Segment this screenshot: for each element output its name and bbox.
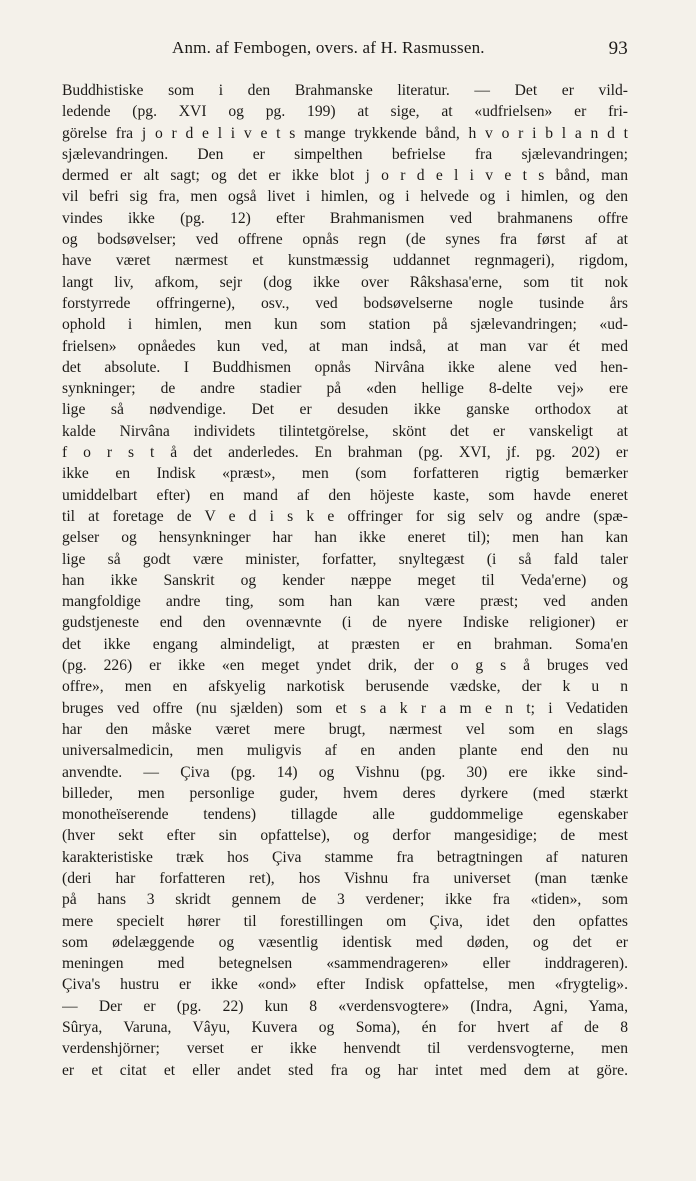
text-line: han ikke Sanskrit og kender næppe meget til Veda'erne) og: [62, 571, 628, 589]
text-line: f o r s t å det anderledes. En brahman (pg. XVI, jf. pg. 202) er: [62, 444, 628, 462]
text-line: monotheïserende tendens) tillagde alle guddommelige egenskaber: [62, 806, 628, 824]
text-line: umiddelbart efter) en mand af den höjeste kaste, som havde eneret: [62, 486, 628, 504]
body-text: [62, 80, 628, 1081]
text-line: forstyrrede offringerne), osv., ved bodsøvelserne nogle tusinde års: [62, 294, 628, 312]
text-line: som ødelæggende og væsentlig identisk med døden, og det er: [62, 933, 628, 951]
text-line: Sûrya, Varuna, Vâyu, Kuvera og Soma), én for hvert af de 8: [62, 1019, 628, 1037]
running-title: Anm. af Fembogen, overs. af H. Rasmussen.: [172, 38, 485, 57]
text-line: offre», men en afskyelig narkotisk berusende vædske, der k u n: [62, 678, 628, 696]
text-line: karakteristiske træk hos Çiva stamme fra betragtningen af naturen: [62, 848, 628, 866]
running-head: [62, 38, 628, 66]
text-line: ophold i himlen, men kun som station på sjælevandringen; «ud-: [62, 316, 628, 334]
text-line: langt liv, afkom, sejr (dog ikke over Râkshasa'erne, som tit nok: [62, 273, 628, 291]
text-line: billeder, men personlige guder, hvem deres dyrkere (med stærkt: [62, 784, 628, 802]
text-line: anvendte. — Çiva (pg. 14) og Vishnu (pg. 30) ere ikke sind-: [62, 763, 628, 781]
text-line: er et citat et eller andet sted fra og har intet med dem at göre.: [62, 1061, 628, 1079]
text-line: (pg. 226) er ikke «en meget yndet drik, der o g s å bruges ved: [62, 657, 628, 675]
text-line: — Der er (pg. 22) kun 8 «verdensvogtere» (Indra, Agni, Yama,: [62, 997, 628, 1015]
text-line: have været nærmest et kunstmæssig uddannet regnmageri), rigdom,: [62, 252, 628, 270]
text-line: sjælevandringen. Den er simpelthen befrielse fra sjælevandringen;: [62, 145, 628, 163]
book-page: [62, 38, 628, 1081]
text-line: dermed er alt sagt; og det er ikke blot j o r d e l i v e t s bånd, man: [62, 167, 628, 185]
text-line: Buddhistiske som i den Brahmanske literatur. — Det er vild-: [62, 82, 628, 99]
text-line: mangfoldige andre ting, som han kan være præst; ved anden: [62, 593, 628, 611]
text-line: gelser og hensynkninger har han ikke eneret til); men han kan: [62, 529, 628, 547]
text-line: görelse fra j o r d e l i v e t s mange trykkende bånd, h v o r i b l a n d t: [62, 124, 628, 142]
text-line: har den måske været mere brugt, nærmest vel som en slags: [62, 720, 628, 738]
text-line: lige så godt være minister, forfatter, snyltegæst (i så fald taler: [62, 550, 628, 568]
text-line: kalde Nirvâna individets tilintetgörelse, skönt det er vanskeligt at: [62, 422, 628, 440]
text-line: mere specielt hører til forestillingen om Çiva, idet den opfattes: [62, 912, 628, 930]
text-line: det absolute. I Buddhismen opnås Nirvâna ikke alene ved hen-: [62, 358, 628, 376]
text-line: ledende (pg. XVI og pg. 199) at sige, at «udfrielsen» er fri-: [62, 103, 628, 121]
text-line: det ikke engang almindeligt, at præsten er en brahman. Soma'en: [62, 635, 628, 653]
text-line: (hver sekt efter sin opfattelse), og derfor mangesidige; de mest: [62, 827, 628, 845]
page-number: 93: [608, 38, 628, 59]
text-line: Çiva's hustru er ikke «ond» efter Indisk opfattelse, men «frygtelig».: [62, 976, 628, 994]
text-line: synkninger; de andre stadier på «den hellige 8-delte vej» ere: [62, 380, 628, 398]
text-line: frielsen» opnåedes kun ved, at man indså, at man var ét med: [62, 337, 628, 355]
text-line: universalmedicin, men muligvis af en anden plante end den nu: [62, 742, 628, 760]
text-line: til at foretage de V e d i s k e offringer for sig selv og andre (spæ-: [62, 507, 628, 525]
text-line: lige så nødvendige. Det er desuden ikke ganske orthodox at: [62, 401, 628, 419]
text-line: ikke en Indisk «præst», men (som forfatteren rigtig bemærker: [62, 465, 628, 483]
text-line: gudstjeneste end den ovennævnte (i de nyere Indiske religioner) er: [62, 614, 628, 632]
text-line: verdenshjörner; verset er ikke henvendt til verdensvogterne, men: [62, 1040, 628, 1058]
text-line: meningen med betegnelsen «sammendrageren» eller inddrageren).: [62, 955, 628, 973]
text-line: på hans 3 skridt gennem de 3 verdener; ikke fra «tiden», som: [62, 891, 628, 909]
text-line: (deri har forfatteren ret), hos Vishnu fra universet (man tænke: [62, 869, 628, 887]
text-line: vindes ikke (pg. 12) efter Brahmanismen ved brahmanens offre: [62, 209, 628, 227]
text-line: og bodsøvelser; ved offrene opnås regn (de synes fra først af at: [62, 231, 628, 249]
text-line: vil befri sig fra, men også livet i himlen, og i helvede og i himlen, og den: [62, 188, 628, 206]
text-line: bruges ved offre (nu sjælden) som et s a k r a m e n t; i Vedatiden: [62, 699, 628, 717]
